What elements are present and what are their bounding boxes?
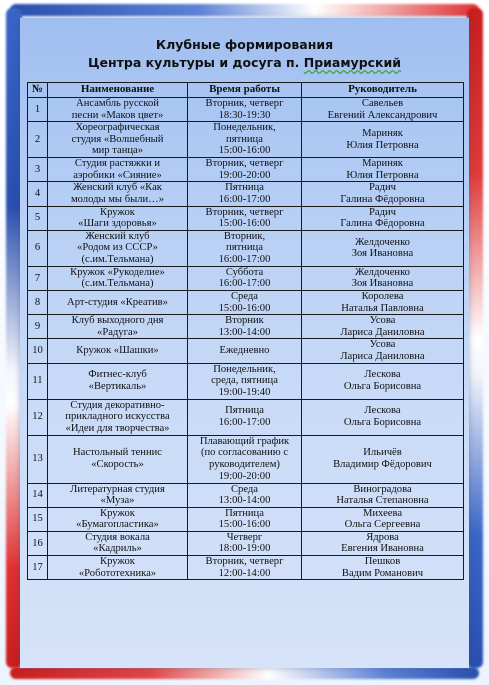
row-time-cell <box>188 483 302 507</box>
row-time-line: 15:00-16:00 <box>218 145 271 157</box>
row-leader-cell <box>302 290 464 314</box>
row-leader-line: Лариса Даниловна <box>340 326 425 338</box>
row-time-cell <box>188 230 302 266</box>
row-leader-cell <box>302 556 464 580</box>
row-name-line: «Робототехника» <box>78 567 157 579</box>
row-time-line: Вторник, <box>223 230 266 242</box>
row-name-cell <box>48 339 188 363</box>
row-name-line: «Кадриль» <box>93 543 142 555</box>
column-header-leader: Руководитель <box>302 83 464 98</box>
row-number: 3 <box>28 158 48 182</box>
row-number: 5 <box>28 206 48 230</box>
row-leader-cell <box>302 531 464 555</box>
row-name-cell <box>48 435 188 483</box>
row-leader-line: Желдоченко <box>355 266 410 278</box>
row-leader-line: Усова <box>369 339 396 351</box>
row-name-line: Студия растяжки и <box>74 158 161 170</box>
row-name-line: Женский клуб «Как <box>73 182 162 194</box>
row-time-line: пятница <box>226 133 263 145</box>
table-row <box>28 556 464 580</box>
row-name-line: Студия вокала <box>85 531 150 543</box>
column-header-number: № <box>28 83 48 98</box>
row-leader-cell <box>302 315 464 339</box>
table-row <box>28 339 464 363</box>
row-time-line: 19:00-20:00 <box>218 470 271 482</box>
row-time-cell <box>188 435 302 483</box>
row-leader-line: Ольга Сергеевна <box>344 519 421 531</box>
row-name-line: Кружок «Шашки» <box>76 345 159 357</box>
row-leader-cell <box>302 399 464 435</box>
table-row <box>28 98 464 122</box>
table-row <box>28 315 464 339</box>
row-time-line: 16:00-17:00 <box>218 254 271 266</box>
table-row <box>28 206 464 230</box>
table-row <box>28 122 464 158</box>
frame-border-bottom <box>10 667 479 679</box>
row-number: 7 <box>28 266 48 290</box>
row-name-line: «Радуга» <box>97 326 138 338</box>
row-name-cell <box>48 290 188 314</box>
row-time-line: Ежедневно <box>219 345 270 357</box>
row-number: 16 <box>28 531 48 555</box>
row-name-line: Женский клуб <box>85 230 150 242</box>
row-name-line: Хореографическая <box>75 122 160 134</box>
row-name-line: (с.им.Тельмана) <box>81 278 154 290</box>
row-leader-cell <box>302 507 464 531</box>
table-row <box>28 266 464 290</box>
row-leader-cell <box>302 363 464 399</box>
row-time-cell <box>188 531 302 555</box>
table-row <box>28 399 464 435</box>
table-body <box>28 98 464 580</box>
row-time-line: Вторник, четверг <box>205 206 284 218</box>
row-time-line: 19:00-20:00 <box>218 169 271 181</box>
row-name-line: «Вертикаль» <box>88 381 147 392</box>
row-time-cell <box>188 266 302 290</box>
row-name-line: «Шаги здоровья» <box>78 218 157 230</box>
row-time-line: пятница <box>226 242 263 254</box>
row-leader-line: Наталья Павловна <box>341 302 424 314</box>
row-time-line: 15:00-16:00 <box>218 519 271 531</box>
row-time-line: Плавающий график <box>199 435 290 447</box>
table-row <box>28 531 464 555</box>
row-leader-line: Ольга Борисовна <box>343 381 422 392</box>
row-leader-line: Мариняк <box>362 128 403 140</box>
row-name-cell <box>48 266 188 290</box>
row-time-line: Суббота <box>225 266 264 278</box>
table-row <box>28 363 464 399</box>
row-name-cell <box>48 206 188 230</box>
row-leader-line: Мариняк <box>362 158 403 170</box>
row-leader-line: Радич <box>369 182 396 194</box>
row-name-line: молоды мы были…» <box>70 193 165 205</box>
column-header-time: Время работы <box>188 83 302 98</box>
row-leader-line: Зоя Ивановна <box>351 278 414 290</box>
table-row <box>28 230 464 266</box>
title-line-2 <box>20 54 469 72</box>
row-number: 1 <box>28 98 48 122</box>
row-leader-cell <box>302 158 464 182</box>
row-name-cell <box>48 507 188 531</box>
row-name-line: Клуб выходного дня <box>71 315 164 327</box>
row-leader-line: Юлия Петровна <box>346 169 419 181</box>
row-name-line: Кружок <box>100 206 135 218</box>
row-time-cell <box>188 182 302 206</box>
row-name-line: (с.им.Тельмана) <box>81 254 154 266</box>
row-number: 8 <box>28 290 48 314</box>
row-name-cell <box>48 98 188 122</box>
row-time-line: 18:00-19:00 <box>218 543 271 555</box>
row-number: 13 <box>28 435 48 483</box>
row-name-cell <box>48 483 188 507</box>
frame-border-right <box>467 8 483 668</box>
row-leader-line: Зоя Ивановна <box>351 248 414 260</box>
row-name-line: Литературная студия <box>70 483 165 495</box>
row-name-cell <box>48 556 188 580</box>
row-leader-line: Савельев <box>361 98 404 109</box>
row-time-cell <box>188 206 302 230</box>
row-time-line: 18:30-19:30 <box>218 109 271 121</box>
table-row <box>28 290 464 314</box>
row-time-line: 16:00-17:00 <box>218 193 271 205</box>
row-leader-cell <box>302 266 464 290</box>
row-leader-line: Михеева <box>362 507 403 519</box>
row-time-line: 15:00-16:00 <box>218 218 271 230</box>
row-leader-line: Ильичёв <box>363 447 402 459</box>
row-name-line: «Родом из СССР» <box>77 242 158 254</box>
table-header-row <box>28 83 464 98</box>
row-time-line: Вторник <box>225 315 264 327</box>
row-leader-line: Лариса Даниловна <box>340 350 425 362</box>
row-time-line: 19:00-19:40 <box>218 386 271 398</box>
row-number: 2 <box>28 122 48 158</box>
row-number: 12 <box>28 399 48 435</box>
row-time-line: (по согласованию с <box>200 447 289 459</box>
row-leader-line: Вадим Романович <box>341 567 424 579</box>
row-name-line: «Муза» <box>100 495 135 507</box>
row-name-line: Кружок «Рукоделие» <box>70 266 165 278</box>
row-time-cell <box>188 158 302 182</box>
table-row <box>28 158 464 182</box>
row-leader-line: Галина Фёдоровна <box>340 218 425 230</box>
row-time-line: Понедельник, <box>213 363 276 375</box>
row-time-line: Пятница <box>225 405 264 417</box>
row-leader-line: Ольга Борисовна <box>343 417 422 428</box>
row-name-line: Настольный теннис <box>73 447 162 459</box>
row-time-line: Вторник, четверг <box>205 556 284 568</box>
row-leader-line: Радич <box>369 206 396 218</box>
row-time-cell <box>188 315 302 339</box>
row-name-line: Кружок <box>100 507 135 519</box>
row-leader-line: Юлия Петровна <box>346 139 419 151</box>
row-name-cell <box>48 182 188 206</box>
row-time-line: Пятница <box>225 182 264 194</box>
row-leader-cell <box>302 206 464 230</box>
row-leader-line: Лескова <box>364 405 401 417</box>
row-time-line: Вторник, четверг <box>205 158 284 170</box>
row-name-cell <box>48 158 188 182</box>
row-leader-cell <box>302 122 464 158</box>
row-leader-line: Пешков <box>364 556 401 568</box>
row-time-cell <box>188 290 302 314</box>
table-row <box>28 182 464 206</box>
row-time-line: Четверг <box>226 531 263 543</box>
row-name-cell <box>48 363 188 399</box>
row-name-cell <box>48 315 188 339</box>
row-leader-cell <box>302 483 464 507</box>
row-time-cell <box>188 339 302 363</box>
content-panel <box>20 18 469 668</box>
row-name-line: песни «Маков цвет» <box>71 109 164 121</box>
row-time-line: 16:00-17:00 <box>218 278 271 290</box>
column-header-name: Наименование <box>48 83 188 98</box>
row-leader-line: Евгений Александрович <box>327 109 438 121</box>
row-time-line: 15:00-16:00 <box>218 302 271 314</box>
table-row <box>28 507 464 531</box>
row-leader-cell <box>302 230 464 266</box>
row-number: 14 <box>28 483 48 507</box>
row-time-line: 13:00-14:00 <box>218 326 271 338</box>
row-time-line: 13:00-14:00 <box>218 495 271 507</box>
page-title <box>20 36 469 72</box>
row-name-cell <box>48 122 188 158</box>
row-name-cell <box>48 399 188 435</box>
row-time-line: Среда <box>230 290 259 302</box>
row-leader-cell <box>302 339 464 363</box>
row-name-line: мир танца» <box>91 145 144 157</box>
row-name-line: «Скорость» <box>91 459 144 470</box>
row-time-cell <box>188 122 302 158</box>
row-time-line: Понедельник, <box>213 122 276 134</box>
row-time-cell <box>188 399 302 435</box>
row-leader-line: Лескова <box>364 369 401 381</box>
row-time-cell <box>188 507 302 531</box>
row-time-cell <box>188 98 302 122</box>
row-name-line: Арт-студия «Креатив» <box>67 296 168 308</box>
row-leader-line: Наталья Степановна <box>336 495 429 507</box>
row-time-line: 12:00-14:00 <box>218 567 271 579</box>
row-number: 9 <box>28 315 48 339</box>
row-time-line: Среда <box>230 483 259 495</box>
row-leader-line: Виноградова <box>353 483 412 495</box>
row-number: 10 <box>28 339 48 363</box>
row-leader-line: Евгения Ивановна <box>341 543 424 555</box>
row-leader-line: Усова <box>369 315 396 327</box>
row-time-line: 16:00-17:00 <box>218 417 271 428</box>
row-name-line: аэробики «Сияние» <box>73 169 162 181</box>
row-name-line: студия «Волшебный <box>71 133 164 145</box>
row-name-line: Ансамбль русской <box>76 98 159 109</box>
row-leader-cell <box>302 435 464 483</box>
title-line-2-prefix: Центра культуры и досуга п. <box>87 55 304 70</box>
clubs-table <box>27 82 464 580</box>
row-leader-line: Желдоченко <box>355 236 410 248</box>
row-name-line: Кружок <box>100 556 135 568</box>
row-number: 11 <box>28 363 48 399</box>
row-name-line: Студия декоративно- <box>70 399 165 411</box>
row-leader-line: Галина Фёдоровна <box>340 193 425 205</box>
row-time-line: среда, пятница <box>211 375 278 387</box>
row-number: 6 <box>28 230 48 266</box>
row-time-cell <box>188 556 302 580</box>
table-row <box>28 435 464 483</box>
row-leader-line: Ядрова <box>366 531 399 543</box>
title-place-name: Приамурский <box>303 55 402 70</box>
table-row <box>28 483 464 507</box>
row-name-cell <box>48 531 188 555</box>
row-time-cell <box>188 363 302 399</box>
row-name-line: прикладного искусства <box>65 411 170 423</box>
row-time-line: Вторник, четверг <box>205 98 284 109</box>
row-name-line: «Бумагопластика» <box>76 519 159 531</box>
row-time-line: руководителем) <box>209 459 280 470</box>
row-name-line: Фитнес-клуб <box>88 369 147 381</box>
row-name-cell <box>48 230 188 266</box>
row-number: 17 <box>28 556 48 580</box>
row-number: 15 <box>28 507 48 531</box>
row-number: 4 <box>28 182 48 206</box>
row-leader-cell <box>302 182 464 206</box>
frame-border-top <box>10 4 479 16</box>
row-leader-line: Владимир Фёдорович <box>333 459 432 470</box>
row-name-line: «Идеи для творчества» <box>65 422 170 434</box>
title-line-1: Клубные формирования <box>155 37 334 52</box>
row-leader-line: Королева <box>361 290 404 302</box>
row-leader-cell <box>302 98 464 122</box>
row-time-line: Пятница <box>225 507 264 519</box>
